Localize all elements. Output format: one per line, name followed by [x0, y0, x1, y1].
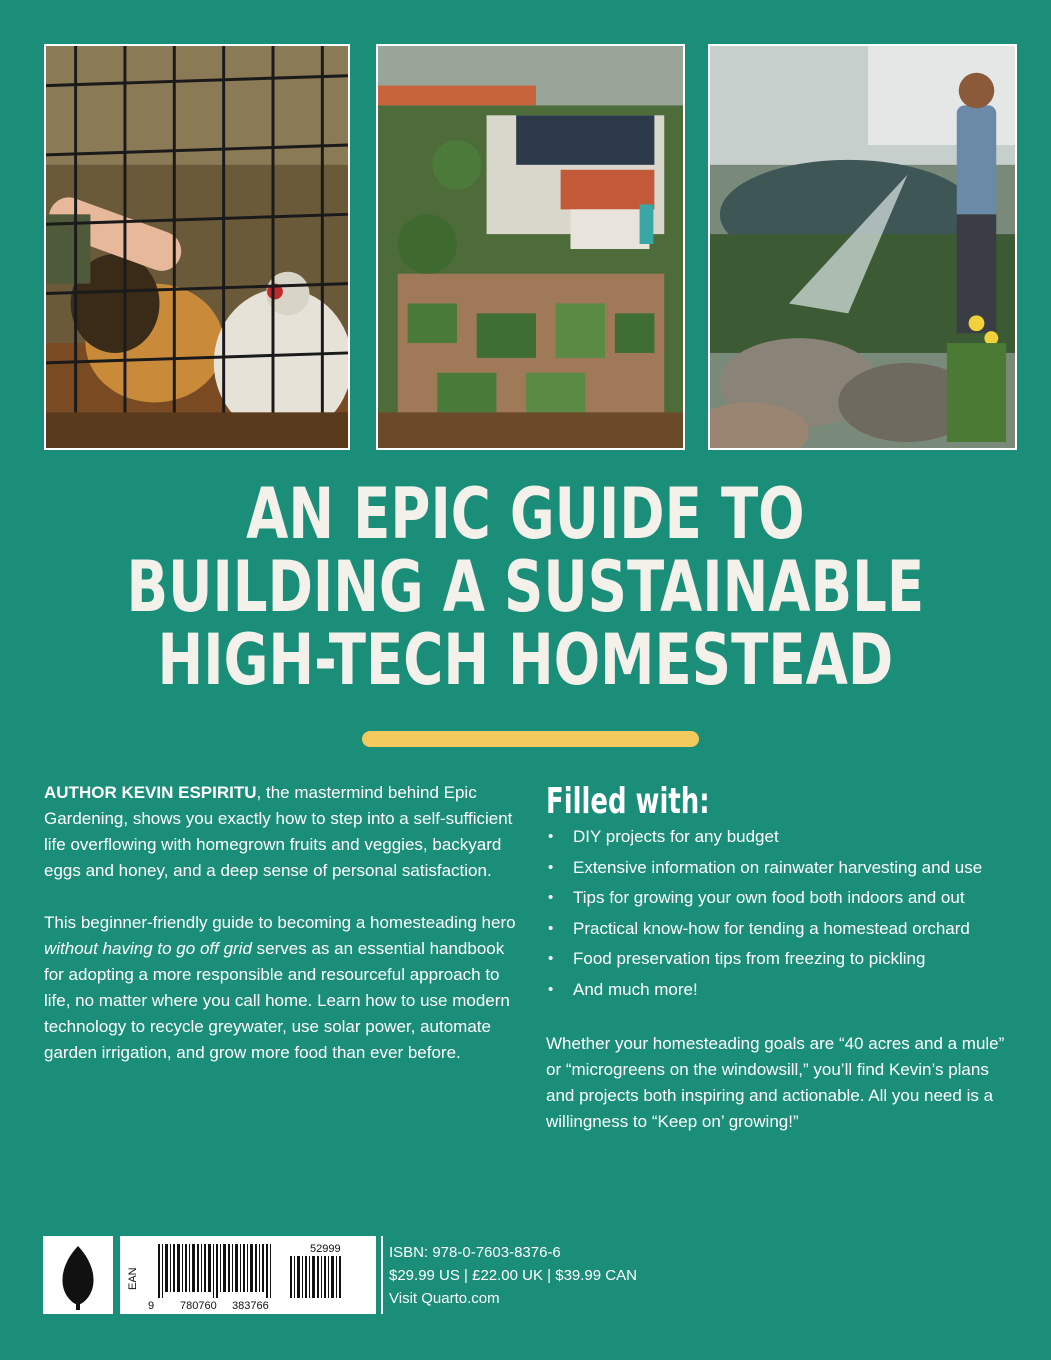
feature-text: Food preservation tips from freezing to pickling	[573, 949, 926, 968]
chickens-photo	[44, 44, 350, 450]
feature-text: DIY projects for any budget	[573, 827, 779, 846]
closing-paragraph: Whether your homesteading goals are “40 acres and a mule” or “microgreens on the windowsill,” you’ll find Kevin’s plans and projects both inspiring and actionable. All you need is a willingness to “Keep on’ growing!”	[546, 1033, 1005, 1131]
accent-divider	[362, 731, 699, 747]
bullet-icon: •	[548, 889, 554, 906]
bullet-icon: •	[548, 950, 554, 967]
intro-paragraph-2-start: This beginner-friendly guide to becoming a homesteading hero	[44, 913, 516, 932]
price-code: 52999	[310, 1243, 341, 1255]
barcode-digits-left: 780760	[180, 1300, 217, 1312]
intro-paragraph-1-text: , the mastermind behind Epic Gardening, shows you exactly how to step into a self-sufficient life overflowing with homegrown fruits and veggies, backyard eggs and honey, and a deep sense of personal satisfaction.	[44, 783, 513, 880]
leaf-icon	[43, 1236, 113, 1314]
website-link[interactable]: Visit Quarto.com	[389, 1290, 500, 1307]
list-item	[546, 946, 1016, 972]
feature-text: Tips for growing your own food both indoors and out	[573, 888, 965, 907]
feature-text: Practical know-how for tending a homestead orchard	[573, 918, 970, 938]
author-lead: AUTHOR KEVIN ESPIRITU	[44, 783, 257, 802]
list-item	[546, 824, 1016, 850]
isbn-text: ISBN: 978-0-7603-8376-6	[389, 1244, 561, 1261]
barcode	[120, 1236, 376, 1314]
intro-paragraph-2-italic: without having to go off grid	[44, 939, 252, 958]
watering-garden-photo	[708, 44, 1017, 450]
pricing-info	[389, 1241, 637, 1310]
headline-line-1: AN EPIC GUIDE TO	[246, 473, 805, 555]
intro-paragraph-2	[44, 910, 524, 1066]
bullet-icon: •	[548, 828, 554, 845]
feature-text: Extensive information on rainwater harvesting and use	[573, 857, 983, 877]
intro-paragraph-2-end: serves as an essential handbook for adopting a more responsible and resourceful approach to life, no matter where you call home. Learn how to use modern technology to recycle greywater, use solar power, automate garden irrigation, and grow more food than ever before.	[44, 939, 510, 1062]
list-item	[546, 885, 1016, 911]
features-title: Filled with:	[546, 781, 710, 822]
footer-divider	[381, 1236, 383, 1314]
headline-line-2: BUILDING A SUSTAINABLE	[126, 546, 925, 628]
list-item	[546, 855, 1016, 881]
barcode-digit-first: 9	[148, 1300, 155, 1312]
barcode-digits-right: 383766	[232, 1300, 269, 1312]
bullet-icon: •	[548, 919, 554, 937]
bullet-icon: •	[548, 858, 554, 876]
list-item	[546, 977, 1016, 1003]
headline	[116, 473, 936, 701]
intro-column	[44, 780, 524, 1092]
bullet-icon: •	[548, 980, 554, 998]
features-column	[546, 782, 1016, 1135]
ean-label: EAN	[127, 1267, 139, 1290]
features-list	[546, 824, 1016, 1003]
homestead-aerial-photo	[376, 44, 685, 450]
headline-line-3: HIGH-TECH HOMESTEAD	[157, 619, 894, 701]
publisher-logo	[43, 1236, 113, 1314]
intro-paragraph-1	[44, 780, 524, 884]
price-text: $29.99 US | £22.00 UK | $39.99 CAN	[389, 1267, 637, 1284]
feature-text: And much more!	[573, 979, 698, 999]
list-item	[546, 916, 1016, 942]
